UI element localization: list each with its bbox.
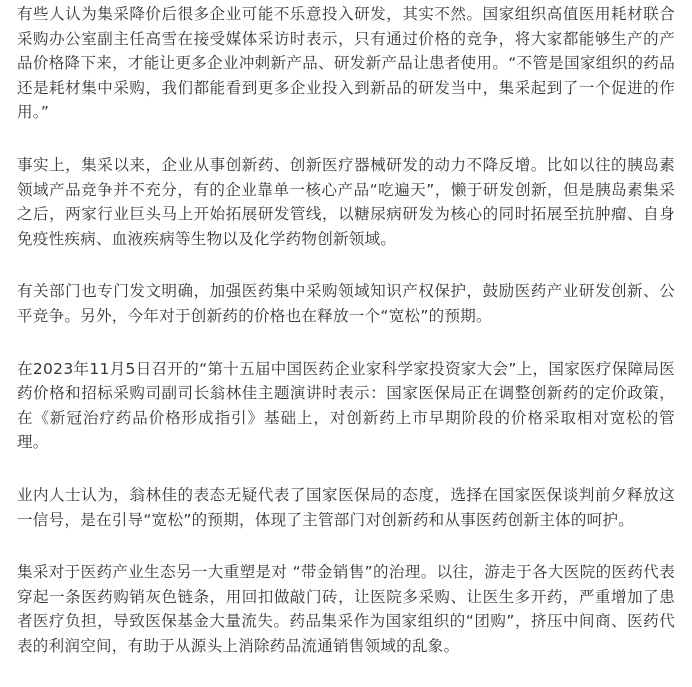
- paragraph-sales-governance: 集采对于医药产业生态另一大重塑是对 “带金销售”的治理。以往，游走于各大医院的医药代表穿起一条医药购销灰色链条，用回扣做敲门砖，让医院多采购、让医生多开药，严重增加了患者医疗负担，导致医保基金大量流失。药品集采作为国家组织的“团购”，挤压中间商、医药代表的利润空间，有助于从源头上消除药品流通销售领域的乱象。: [17, 563, 675, 655]
- paragraph-pricing-policy: 在2023年11月5日召开的“第十五届中国医药企业家科学家投资家大会”上，国家医疗保障局医药价格和招标采购司副司长翁林佳主题演讲时表示：国家医保局正在调整创新药的定价政策，在《新冠治疗药品价格形成指引》基础上，对创新药上市早期阶段的价格采取相对宽松的管理。: [17, 359, 675, 452]
- paragraph-ip-protection: 有关部门也专门发文明确，加强医药集中采购领域知识产权保护，鼓励医药产业研发创新、公平竞争。另外，今年对于创新药的价格也在释放一个“宽松”的预期。: [17, 282, 675, 325]
- paragraph-procurement-innovation: 有些人认为集采降价后很多企业可能不乐意投入研发，其实不然。国家组织高值医用耗材联合采购办公室副主任高雪在接受媒体采访时表示，只有通过价格的竞争，将大家都能够生产的产品价格降下来，才能让更多企业冲刺新产品、研发新产品让患者使用。“不管是国家组织的药品还是耗材集中采购，我们都能看到更多企业投入到新品的研发当中，集采起到了一个促进的作用。”: [17, 5, 675, 122]
- paragraph-insulin-example: 事实上，集采以来，企业从事创新药、创新医疗器械研发的动力不降反增。比如以往的胰岛素领域产品竞争并不充分，有的企业靠单一核心产品“吃遍天”，懒于研发创新，但是胰岛素集采之后，两家行业巨头马上开始拓展研发管线，以糖尿病研发为核心的同时拓展至抗肿瘤、自身免疫性疾病、血液疾病等生物以及化学药物创新领域。: [17, 155, 675, 248]
- paragraph-industry-view: 业内人士认为，翁林佳的表态无疑代表了国家医保局的态度，选择在国家医保谈判前夕释放这一信号，是在引导“宽松”的预期，体现了主管部门对创新药和从事医药创新主体的呵护。: [17, 485, 675, 529]
